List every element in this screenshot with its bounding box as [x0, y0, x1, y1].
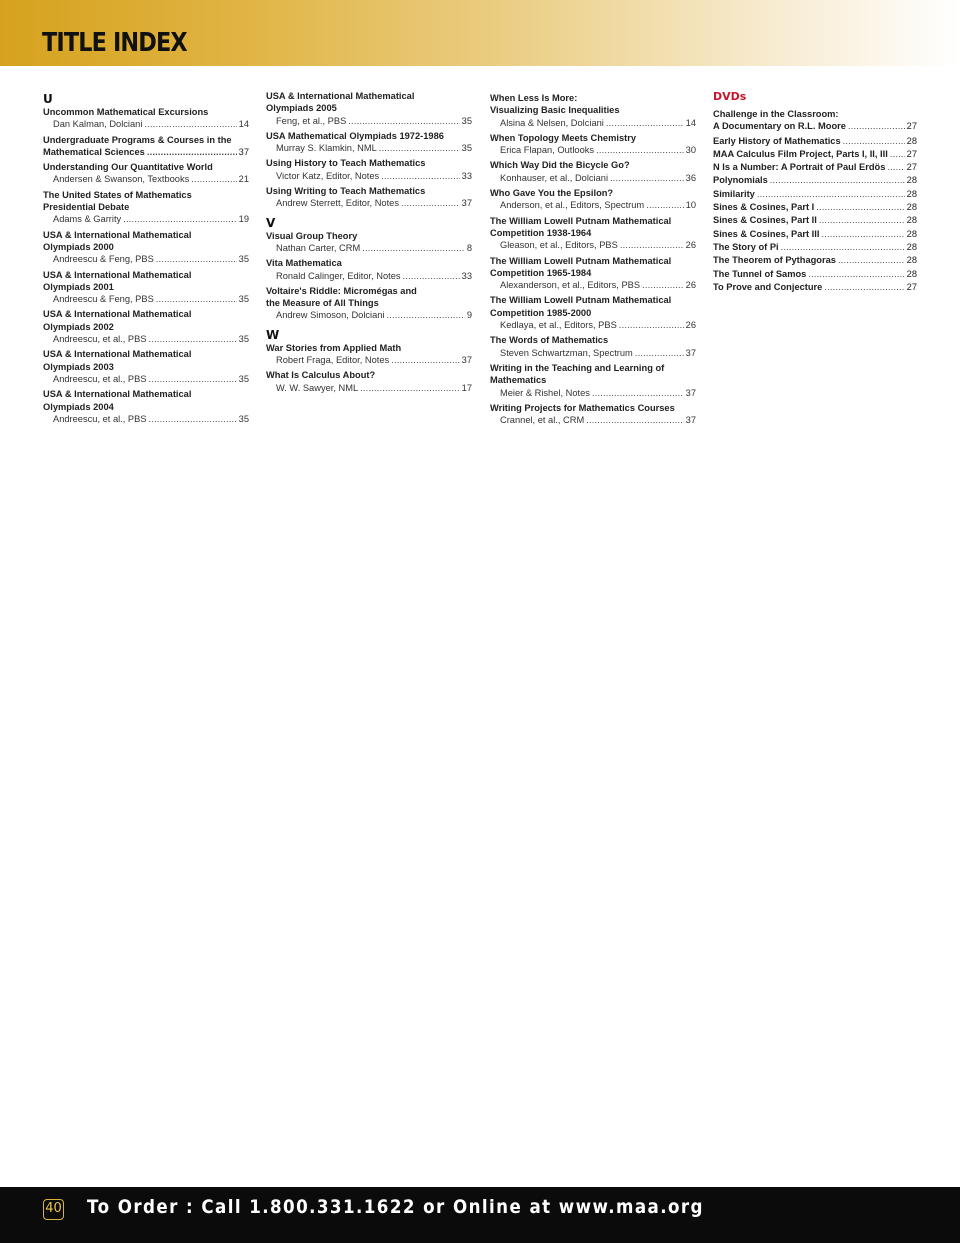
- page-ref: 33: [461, 170, 472, 181]
- entry-title: Using Writing to Teach Mathematics: [266, 186, 426, 197]
- entry-author: Andreescu, et al., PBS: [53, 413, 147, 424]
- entry-author-line: [43, 173, 249, 185]
- entry-author: Andrew Simoson, Dolciani: [276, 310, 385, 321]
- entry-title: Visualizing Basic Inequalities: [490, 105, 620, 116]
- dvd-subtitle-line: [713, 120, 917, 132]
- dot-leader: [381, 170, 459, 182]
- entry-author-line: [266, 309, 472, 321]
- index-entry: [43, 348, 249, 385]
- page-ref: 14: [685, 117, 696, 128]
- entry-list: [266, 230, 472, 322]
- dot-leader: [362, 242, 465, 254]
- entry-author-line: [490, 279, 696, 291]
- entry-author: Mathematical Sciences: [43, 146, 145, 157]
- index-entry: [490, 255, 696, 292]
- entry-author-line: [43, 146, 249, 158]
- entry-author: Alexanderson, et al., Editors, PBS: [500, 280, 641, 291]
- entry-title: War Stories from Applied Math: [266, 342, 402, 353]
- entry-author: Adams & Garrity: [53, 214, 122, 225]
- entry-author: Feng, et al., PBS: [276, 115, 347, 126]
- dvd-item: [713, 281, 917, 293]
- page-title: TITLE INDEX: [42, 28, 187, 58]
- index-entry: [490, 334, 696, 359]
- page-ref: 28: [906, 135, 917, 146]
- page-ref: 30: [685, 145, 696, 156]
- entry-author-line: [43, 293, 249, 305]
- entry-title: USA & International Mathematical: [43, 389, 192, 400]
- page-ref: 28: [906, 228, 917, 239]
- page-ref: 35: [238, 294, 249, 305]
- dot-leader: [610, 172, 684, 184]
- dot-leader: [887, 161, 904, 173]
- dvd-item: [713, 214, 917, 226]
- index-entry: [43, 106, 249, 131]
- page-ref: 28: [906, 241, 917, 252]
- entry-author: Anderson, et al., Editors, Spectrum: [500, 200, 645, 211]
- dvd-title: MAA Calculus Film Project, Parts I, II, III: [713, 148, 888, 159]
- dvd-title: The Tunnel of Samos: [713, 268, 807, 279]
- entry-title: Presidential Debate: [43, 202, 130, 213]
- page-ref: 19: [238, 214, 249, 225]
- index-entry: [266, 157, 472, 182]
- entry-author-line: [266, 197, 472, 209]
- entry-list: [490, 92, 696, 426]
- index-entry: [266, 257, 472, 282]
- dot-leader: [620, 239, 684, 251]
- page-ref: 37: [238, 146, 249, 157]
- page-ref: 28: [906, 202, 917, 213]
- entry-author-line: [43, 213, 249, 225]
- index-entry: [266, 185, 472, 210]
- dvd-item: [713, 201, 917, 213]
- section-letter-w: W: [266, 327, 280, 342]
- index-column-dvds: [713, 90, 917, 294]
- page-ref: 36: [685, 172, 696, 183]
- dot-leader: [635, 347, 684, 359]
- entry-author-line: [490, 319, 696, 331]
- entry-author-line: [266, 270, 472, 282]
- dot-leader: [156, 253, 237, 265]
- page-ref: 35: [238, 413, 249, 424]
- entry-title: Competition 1965-1984: [490, 267, 592, 278]
- index-entry: [43, 308, 249, 345]
- dot-leader: [403, 270, 460, 282]
- dvd-subtitle: A Documentary on R.L. Moore: [713, 121, 846, 132]
- page-ref: 28: [906, 188, 917, 199]
- dot-leader: [387, 309, 465, 321]
- dot-leader: [781, 241, 905, 253]
- entry-title: Vita Mathematica: [266, 258, 342, 269]
- dot-leader: [156, 293, 237, 305]
- dot-leader: [757, 188, 905, 200]
- entry-title: USA & International Mathematical: [43, 229, 192, 240]
- index-entry: [490, 294, 696, 331]
- dot-leader: [816, 201, 904, 213]
- entry-title: The United States of Mathematics: [43, 189, 192, 200]
- entry-list: [266, 90, 472, 210]
- dot-leader: [191, 173, 236, 185]
- page-ref: 35: [238, 254, 249, 265]
- entry-author: Victor Katz, Editor, Notes: [276, 170, 380, 181]
- header-band: [0, 0, 960, 66]
- index-entry: [43, 229, 249, 266]
- entry-author-line: [266, 115, 472, 127]
- page-number: 40: [43, 1199, 64, 1220]
- entry-title: Undergraduate Programs & Courses in the: [43, 134, 232, 145]
- entry-title: USA & International Mathematical: [43, 309, 192, 320]
- index-entry: [490, 362, 696, 399]
- section-letter-v: V: [266, 215, 276, 230]
- entry-title: USA Mathematical Olympiads 1972-1986: [266, 130, 444, 141]
- entry-author: Kedlaya, et al., Editors, PBS: [500, 320, 617, 331]
- dot-leader: [592, 387, 684, 399]
- dvd-item: [713, 241, 917, 253]
- entry-author: Meier & Rishel, Notes: [500, 387, 590, 398]
- entry-title: Olympiads 2002: [43, 321, 114, 332]
- entry-title: USA & International Mathematical: [266, 91, 415, 101]
- entry-title: Using History to Teach Mathematics: [266, 158, 426, 169]
- dot-leader: [808, 268, 904, 280]
- index-entry: [43, 189, 249, 226]
- entry-title: Olympiads 2003: [43, 361, 114, 372]
- section-letter-u: U: [43, 92, 53, 106]
- entry-title: Competition 1938-1964: [490, 227, 592, 238]
- dvd-title: Challenge in the Classroom:: [713, 109, 839, 119]
- entry-author: Erica Flapan, Outlooks: [500, 145, 595, 156]
- index-entry: [266, 285, 472, 322]
- index-entry: [266, 342, 472, 367]
- dvd-item: [713, 135, 917, 147]
- entry-author-line: [266, 382, 472, 394]
- entry-title: The William Lowell Putnam Mathematical: [490, 295, 672, 306]
- index-entry: [43, 134, 249, 159]
- index-entry: [43, 161, 249, 186]
- dvd-item: [713, 268, 917, 280]
- entry-author-line: [43, 333, 249, 345]
- dot-leader: [360, 382, 460, 394]
- dot-leader: [848, 120, 905, 132]
- dvd-title: Sines & Cosines, Part III: [713, 228, 820, 239]
- page-ref: 14: [238, 119, 249, 130]
- dvd-item: [713, 148, 917, 160]
- dvd-entry: [713, 108, 917, 133]
- dot-leader: [642, 279, 684, 291]
- entry-author: Andreescu & Feng, PBS: [53, 254, 154, 265]
- entry-title: the Measure of All Things: [266, 298, 379, 309]
- page-ref: 28: [906, 255, 917, 266]
- dvd-title: N Is a Number: A Portrait of Paul Erdös: [713, 162, 886, 173]
- index-entry: [490, 215, 696, 252]
- entry-title: Understanding Our Quantitative World: [43, 162, 213, 173]
- page-ref: 26: [685, 320, 696, 331]
- dvd-item: [713, 161, 917, 173]
- dvd-item: [713, 174, 917, 186]
- entry-author-line: [490, 172, 696, 184]
- entry-title: The Words of Mathematics: [490, 335, 609, 346]
- index-entry: [266, 369, 472, 394]
- page-ref: 26: [685, 240, 696, 251]
- entry-author: Dan Kalman, Dolciani: [53, 119, 143, 130]
- entry-author-line: [490, 387, 696, 399]
- page-ref: 27: [906, 121, 917, 132]
- entry-title: When Topology Meets Chemistry: [490, 132, 637, 143]
- entry-title: Uncommon Mathematical Excursions: [43, 107, 209, 117]
- dot-leader: [401, 197, 460, 209]
- entry-title: Voltaire's Riddle: Micromégas and: [266, 285, 417, 296]
- entry-title: Mathematics: [490, 375, 547, 386]
- dvd-item: [713, 188, 917, 200]
- entry-title: USA & International Mathematical: [43, 269, 192, 280]
- page-ref: 17: [461, 382, 472, 393]
- index-column-2: [266, 90, 472, 397]
- entry-author: Nathan Carter, CRM: [276, 242, 361, 253]
- page-ref: 27: [906, 162, 917, 173]
- entry-author-line: [266, 170, 472, 182]
- dvd-title: Similarity: [713, 188, 755, 199]
- dvd-title: Sines & Cosines, Part II: [713, 215, 817, 226]
- page-ref: 33: [461, 270, 472, 281]
- index-entry: [43, 269, 249, 306]
- entry-title: Olympiads 2005: [266, 103, 337, 114]
- entry-title: Writing in the Teaching and Learning of: [490, 362, 665, 373]
- dvd-title: Polynomials: [713, 175, 768, 186]
- dot-leader: [144, 118, 236, 130]
- entry-author: Andreescu, et al., PBS: [53, 373, 147, 384]
- dvd-list: [713, 135, 917, 294]
- entry-author-line: [43, 373, 249, 385]
- entry-author: Gleason, et al., Editors, PBS: [500, 240, 618, 251]
- page-ref: 35: [238, 373, 249, 384]
- dot-leader: [824, 281, 904, 293]
- dot-leader: [843, 135, 905, 147]
- dvd-item: [713, 254, 917, 266]
- page-ref: 37: [685, 347, 696, 358]
- dot-leader: [147, 146, 237, 158]
- entry-list: [266, 342, 472, 394]
- page-ref: 27: [906, 281, 917, 292]
- dvd-title: To Prove and Conjecture: [713, 281, 823, 292]
- dot-leader: [586, 414, 683, 426]
- entry-author-line: [490, 144, 696, 156]
- entry-title: Writing Projects for Mathematics Courses: [490, 402, 675, 413]
- entry-title: USA & International Mathematical: [43, 349, 192, 360]
- dot-leader: [379, 142, 460, 154]
- dvd-title: Early History of Mathematics: [713, 135, 841, 146]
- entry-author-line: [490, 117, 696, 129]
- entry-author-line: [43, 118, 249, 130]
- entry-title: Olympiads 2001: [43, 281, 114, 292]
- entry-author: Murray S. Klamkin, NML: [276, 143, 377, 154]
- entry-title: Who Gave You the Epsilon?: [490, 188, 614, 199]
- dvd-title: The Theorem of Pythagoras: [713, 255, 836, 266]
- page-ref: 27: [906, 148, 917, 159]
- page-ref: 37: [461, 355, 472, 366]
- dot-leader: [821, 228, 904, 240]
- page-ref: 37: [685, 415, 696, 426]
- index-entry: [266, 130, 472, 155]
- page-ref: 21: [238, 174, 249, 185]
- entry-title: Olympiads 2000: [43, 241, 114, 252]
- page-ref: 28: [906, 175, 917, 186]
- entry-author: Alsina & Nelsen, Dolciani: [500, 117, 604, 128]
- index-entry: [266, 90, 472, 127]
- dot-leader: [596, 144, 684, 156]
- entry-title: The William Lowell Putnam Mathematical: [490, 255, 672, 266]
- entry-author-line: [490, 199, 696, 211]
- entry-author-line: [490, 239, 696, 251]
- dot-leader: [646, 199, 683, 211]
- order-info: To Order : Call 1.800.331.1622 or Online at www.maa.org: [87, 1196, 704, 1218]
- entry-author-line: [43, 253, 249, 265]
- entry-author-line: [490, 347, 696, 359]
- page-ref: 35: [461, 115, 472, 126]
- index-entry: [490, 159, 696, 184]
- index-column-3: [490, 90, 696, 429]
- entry-author-line: [266, 142, 472, 154]
- entry-author: Andrew Sterrett, Editor, Notes: [276, 198, 399, 209]
- entry-title: When Less Is More:: [490, 93, 578, 103]
- entry-list: [43, 106, 249, 425]
- entry-author: Konhauser, et al., Dolciani: [500, 172, 609, 183]
- entry-author: Steven Schwartzman, Spectrum: [500, 347, 633, 358]
- entry-title: The William Lowell Putnam Mathematical: [490, 215, 672, 226]
- page-ref: 35: [238, 334, 249, 345]
- dot-leader: [391, 354, 459, 366]
- dot-leader: [149, 413, 237, 425]
- entry-author-line: [266, 354, 472, 366]
- dot-leader: [890, 148, 905, 160]
- entry-author-line: [490, 414, 696, 426]
- page-ref: 37: [461, 198, 472, 209]
- index-entry: [490, 402, 696, 427]
- entry-title: What Is Calculus About?: [266, 370, 376, 381]
- index-entry: [490, 92, 696, 129]
- entry-author: Ronald Calinger, Editor, Notes: [276, 270, 401, 281]
- dvd-title: Sines & Cosines, Part I: [713, 202, 815, 213]
- index-entry: [266, 230, 472, 255]
- entry-author: Andersen & Swanson, Textbooks: [53, 174, 190, 185]
- index-column-1: [43, 90, 249, 428]
- dot-leader: [348, 115, 459, 127]
- entry-author: Andreescu, et al., PBS: [53, 334, 147, 345]
- dvd-heading: DVDs: [713, 90, 747, 103]
- entry-author: Crannel, et al., CRM: [500, 415, 585, 426]
- page-ref: 35: [461, 143, 472, 154]
- dot-leader: [149, 373, 237, 385]
- page-ref: 28: [906, 215, 917, 226]
- index-entry: [490, 132, 696, 157]
- entry-author-line: [266, 242, 472, 254]
- dot-leader: [606, 117, 684, 129]
- page-ref: 8: [466, 242, 472, 253]
- index-entry: [490, 187, 696, 212]
- dot-leader: [123, 213, 236, 225]
- index-entry: [43, 388, 249, 425]
- entry-title: Which Way Did the Bicycle Go?: [490, 160, 630, 171]
- page-ref: 26: [685, 280, 696, 291]
- dot-leader: [838, 254, 905, 266]
- page-ref: 9: [466, 310, 472, 321]
- dvd-item: [713, 228, 917, 240]
- entry-author: W. W. Sawyer, NML: [276, 382, 359, 393]
- dot-leader: [770, 174, 905, 186]
- dot-leader: [619, 319, 684, 331]
- entry-author-line: [43, 413, 249, 425]
- dot-leader: [149, 333, 237, 345]
- entry-author: Robert Fraga, Editor, Notes: [276, 355, 390, 366]
- dvd-title: The Story of Pi: [713, 241, 779, 252]
- page-ref: 10: [685, 200, 696, 211]
- entry-title: Competition 1985-2000: [490, 307, 592, 318]
- entry-title: Olympiads 2004: [43, 401, 114, 412]
- footer-bar: [0, 1187, 960, 1243]
- page-ref: 37: [685, 387, 696, 398]
- dot-leader: [819, 214, 905, 226]
- entry-author: Andreescu & Feng, PBS: [53, 294, 154, 305]
- page-ref: 28: [906, 268, 917, 279]
- entry-title: Visual Group Theory: [266, 230, 358, 241]
